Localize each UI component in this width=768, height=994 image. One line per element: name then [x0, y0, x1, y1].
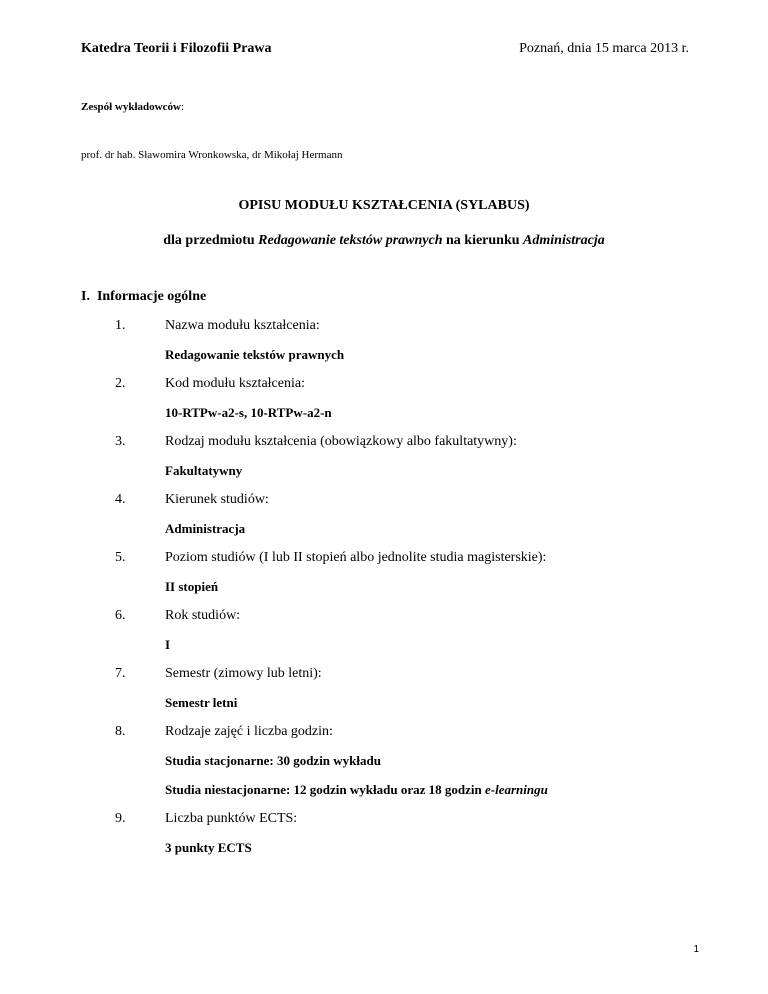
department-header: Katedra Teorii i Filozofii Prawa [81, 41, 272, 56]
item-label: Nazwa modułu kształcenia: [165, 318, 320, 333]
team-names: prof. dr hab. Sławomira Wronkowska, dr Mikołaj Hermann [81, 149, 343, 161]
team-label-line [81, 97, 184, 115]
item-label: Kod modułu kształcenia: [165, 376, 305, 391]
item-number: 5. [115, 550, 126, 565]
item-number: 7. [115, 666, 126, 681]
item-label: Kierunek studiów: [165, 492, 269, 507]
team-label: Zespół wykładowców [81, 101, 181, 113]
item-number: 9. [115, 811, 126, 826]
item-value: Fakultatywny [165, 463, 243, 478]
subtitle-subject: Redagowanie tekstów prawnych [258, 233, 443, 248]
page-number: 1 [693, 944, 699, 955]
item-number: 2. [115, 376, 126, 391]
item-value: I [165, 637, 171, 652]
item-number: 8. [115, 724, 126, 739]
item-value-extra-text: Studia niestacjonarne: 12 godzin wykładu oraz 18 godzin [165, 782, 485, 797]
document-title: OPISU MODUŁU KSZTAŁCENIA (SYLABUS) [238, 198, 530, 213]
document-subtitle [0, 233, 768, 249]
item-label: Liczba punktów ECTS: [165, 811, 298, 826]
subtitle-field: Administracja [523, 233, 605, 248]
item-value: Redagowanie tekstów prawnych [165, 347, 345, 362]
date-header: Poznań, dnia 15 marca 2013 r. [519, 41, 689, 56]
item-label: Rok studiów: [165, 608, 241, 623]
item-value-extra-italic: e-learningu [484, 782, 548, 797]
item-value: II stopień [165, 579, 219, 594]
team-label-colon: : [180, 101, 184, 113]
item-label: Semestr (zimowy lub letni): [165, 666, 322, 681]
item-value: 10-RTPw-a2-s, 10-RTPw-a2-n [165, 405, 332, 420]
item-number: 1. [115, 318, 126, 333]
item-value: Semestr letni [165, 695, 238, 710]
subtitle-part2: na kierunku [442, 233, 524, 248]
item-value: Studia stacjonarne: 30 godzin wykładu [165, 753, 381, 768]
item-value: Administracja [165, 521, 246, 536]
item-label: Rodzaj modułu kształcenia (obowiązkowy albo fakultatywny): [165, 434, 517, 449]
section-heading: I. Informacje ogólne [81, 289, 207, 304]
item-label: Poziom studiów (I lub II stopień albo jednolite studia magisterskie): [165, 550, 547, 565]
item-label: Rodzaje zajęć i liczba godzin: [165, 724, 333, 739]
item-number: 6. [115, 608, 126, 623]
item-value: 3 punkty ECTS [165, 840, 252, 855]
subtitle-part1: dla przedmiotu [163, 233, 259, 248]
item-number: 3. [115, 434, 126, 449]
item-number: 4. [115, 492, 126, 507]
item-value-extra [165, 782, 548, 798]
